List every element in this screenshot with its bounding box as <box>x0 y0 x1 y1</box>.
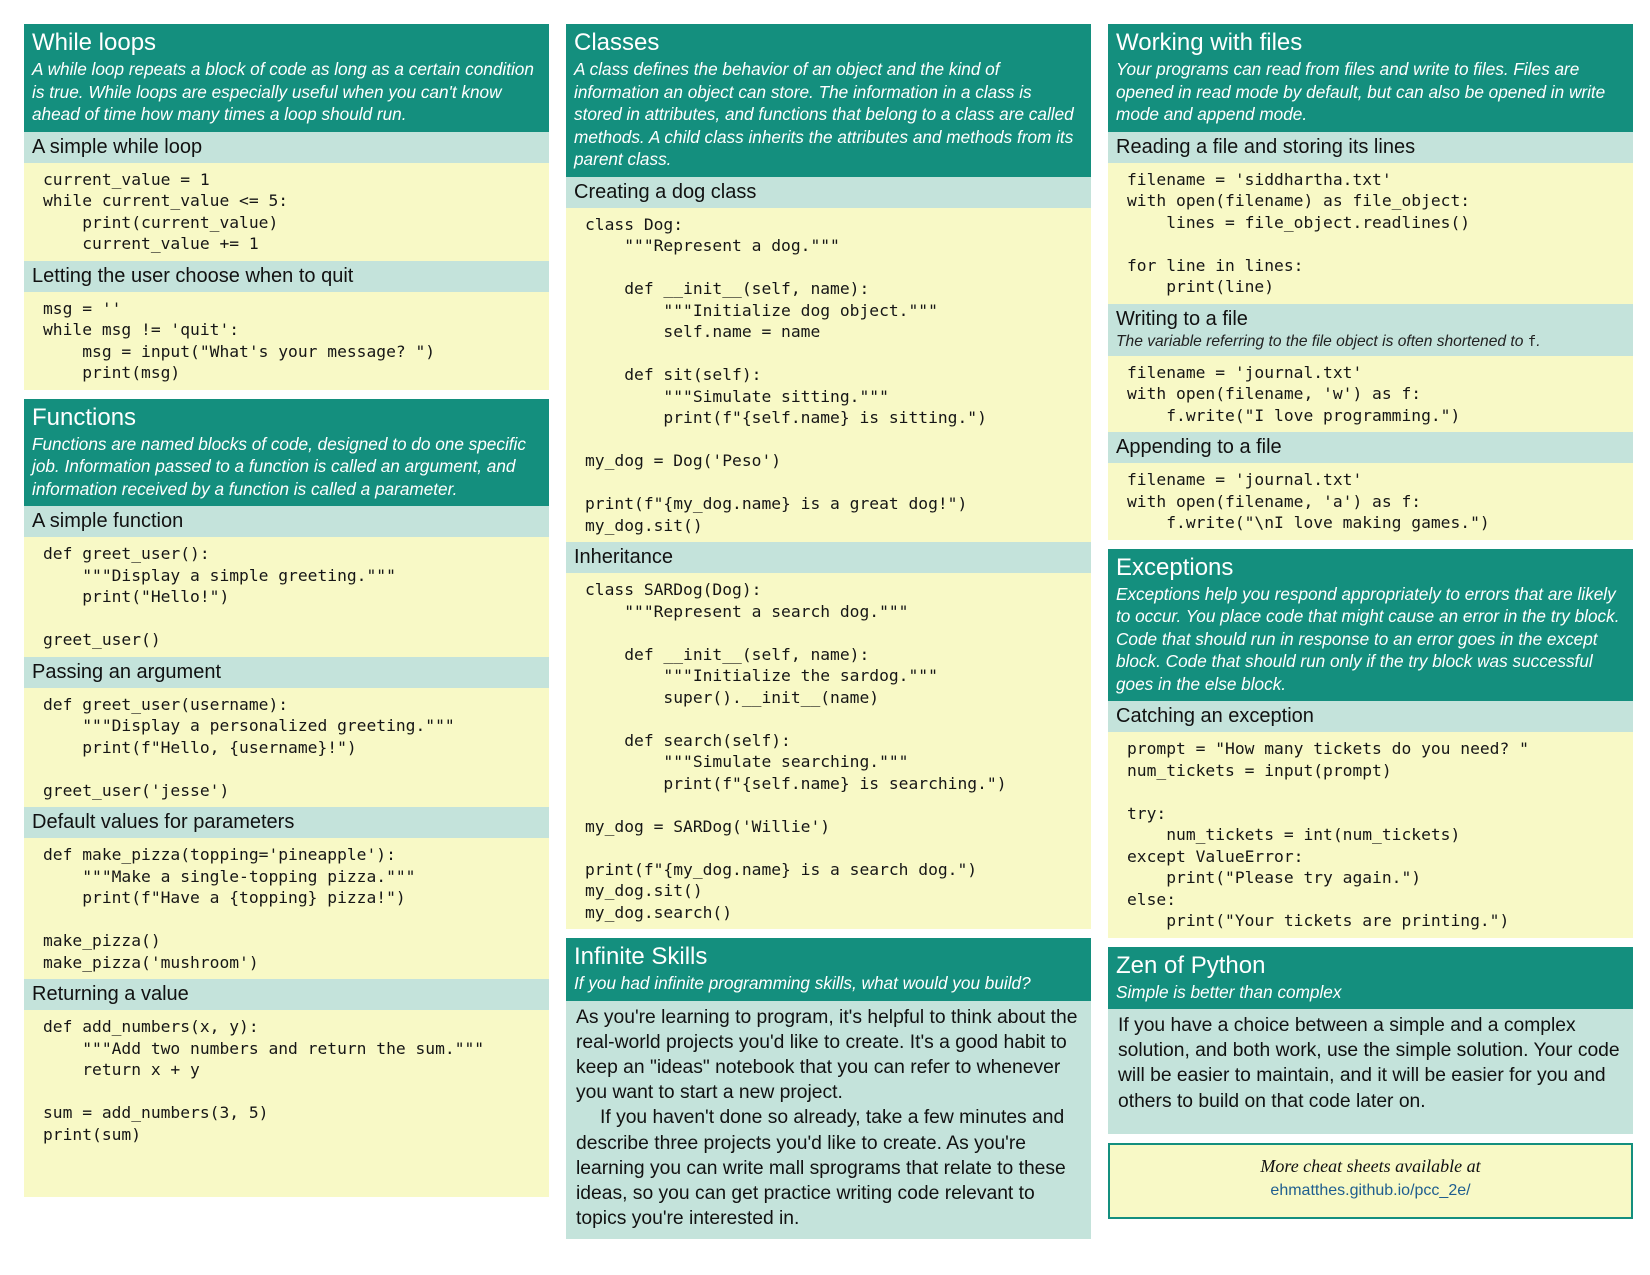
functions-header <box>24 399 549 507</box>
files-card <box>1108 24 1633 540</box>
writing-file-note-code: f <box>1527 333 1537 350</box>
column-left <box>24 24 549 1206</box>
classes-description: A class defines the behavior of an object and the kind of information an object can store. The information in a class is stored in attributes, and functions that belong to a class are called methods. A child class inherits the attributes and methods from its parent class. <box>574 59 1074 169</box>
exceptions-title: Exceptions <box>1116 553 1234 581</box>
classes-card <box>566 24 1091 929</box>
subsection-header <box>1108 304 1633 356</box>
exceptions-header <box>1108 549 1633 702</box>
infinite-skills-title: Infinite Skills <box>574 943 708 970</box>
subsection-header <box>24 657 549 688</box>
writing-file-note-end: . <box>1536 332 1541 350</box>
exceptions-description: Exceptions help you respond appropriately to errors that are likely to occur. You place code that might cause an error in the try block. Code that should run in response to an error goes in the except block. Code that should run only if the try block was successful goes in the else block. <box>1116 583 1620 694</box>
while-loops-description: A while loop repeats a block of code as long as a certain condition is true. While loops are especially useful when you can't know ahead of time how many times a loop should run. <box>32 59 534 124</box>
catching-exception-title: Catching an exception <box>1116 705 1314 727</box>
appending-file-code: filename = 'journal.txt' with open(filename, 'a') as f: f.write("\nI love making games.") <box>1108 463 1633 540</box>
writing-file-code: filename = 'journal.txt' with open(filename, 'w') as f: f.write("I love programming.") <box>1108 356 1633 433</box>
writing-file-note <box>1116 332 1625 352</box>
functions-description: Functions are named blocks of code, designed to do one specific job. Information passed to a function is called an argument, and information received by a function is called a parameter. <box>32 433 526 499</box>
infinite-skills-description: If you had infinite programming skills, what would you build? <box>574 973 1031 993</box>
zen-paragraph: If you have a choice between a simple and a complex solution, and both work, use the simple solution. Your code will be easier to maintain, and it will be easier for you and others to build on that code later on. <box>1118 1015 1620 1112</box>
while-loops-card <box>24 24 549 390</box>
column-right <box>1108 24 1633 1219</box>
files-title: Working with files <box>1116 29 1303 56</box>
infinite-skills-body <box>566 1001 1091 1240</box>
inheritance-title: Inheritance <box>574 546 673 568</box>
catching-exception-code: prompt = "How many tickets do you need? " num_tickets = input(prompt) try: num_tickets = int(num_tickets) except ValueError: print("Please try again.") else: print("Your tickets are printing.") <box>1108 732 1633 938</box>
footer-link[interactable]: ehmatthes.github.io/pcc_2e/ <box>1270 1182 1471 1199</box>
dog-class-code: class Dog: """Represent a dog.""" def __init__(self, name): """Initialize dog object.""" self.name = name def sit(self): """Simulate sitting.""" print(f"{self.name} is sitting.") my_dog = Dog('Peso') print(f"{my_dog.name} is a great dog!") my_dog.sit() <box>566 208 1091 543</box>
appending-file-title: Appending to a file <box>1116 436 1282 458</box>
dog-class-title: Creating a dog class <box>574 180 757 203</box>
subsection-header <box>24 132 549 163</box>
inheritance-code: class SARDog(Dog): """Represent a search dog.""" def __init__(self, name): """Initialize the sardog.""" super().__init__(name) def search(self): """Simulate searching.""" print(f"{self.name} is searching.") my_dog = SARDog('Willie') print(f"{my_dog.name} is a search dog.") my_dog.sit() my_dog.search() <box>566 573 1091 929</box>
infinite-skills-paragraph-2: If you haven't done so already, take a few minutes and describe three projects you'd like to create. As you're learning you can write mall sprograms that relate to these ideas, so you can get practice writing code relevant to topics you're interested in. <box>576 1107 1066 1230</box>
zen-card <box>1108 947 1633 1135</box>
subsection-header <box>24 807 549 838</box>
classes-header <box>566 24 1091 177</box>
writing-file-note-text: The variable referring to the file object is often shortened to <box>1116 332 1524 350</box>
simple-while-loop-code: current_value = 1 while current_value <= 5: print(current_value) current_value += 1 <box>24 163 549 261</box>
subsection-header <box>24 261 549 292</box>
classes-title: Classes <box>574 29 660 56</box>
zen-description: Simple is better than complex <box>1116 981 1342 1002</box>
simple-function-code: def greet_user(): """Display a simple greeting.""" print("Hello!") greet_user() <box>24 537 549 657</box>
passing-argument-title: Passing an argument <box>32 660 222 683</box>
infinite-skills-header <box>566 938 1091 1001</box>
footer-text: More cheat sheets available at <box>1260 1156 1481 1176</box>
reading-file-title: Reading a file and storing its lines <box>1116 135 1416 158</box>
simple-while-loop-title: A simple while loop <box>32 135 203 158</box>
passing-argument-code: def greet_user(username): """Display a personalized greeting.""" print(f"Hello, {username}!") greet_user('jesse') <box>24 688 549 808</box>
infinite-skills-paragraph-1: As you're learning to program, it's helpful to think about the real-world projects you'd like to create. It's a good habit to keep an "ideas" notebook that you can refer to whenever you want to start a new project. <box>576 1006 1078 1104</box>
simple-function-title: A simple function <box>32 510 184 532</box>
subsection-header <box>1108 132 1633 163</box>
files-header <box>1108 24 1633 132</box>
subsection-header <box>1108 432 1633 463</box>
exceptions-card <box>1108 549 1633 938</box>
writing-file-title: Writing to a file <box>1116 307 1248 330</box>
subsection-header <box>1108 701 1633 732</box>
footer-box <box>1108 1143 1633 1219</box>
subsection-header <box>566 542 1091 573</box>
files-description: Your programs can read from files and write to files. Files are opened in read mode by default, but can also be opened in write mode and append mode. <box>1116 59 1606 124</box>
subsection-header <box>24 506 549 537</box>
user-quit-title: Letting the user choose when to quit <box>32 264 354 287</box>
subsection-header <box>24 979 549 1010</box>
default-values-code: def make_pizza(topping='pineapple'): """Make a single-topping pizza.""" print(f"Have a {topping} pizza!") make_pizza() make_pizza('mushroom') <box>24 838 549 979</box>
reading-file-code: filename = 'siddhartha.txt' with open(filename) as file_object: lines = file_object.readlines() for line in lines: print(line) <box>1108 163 1633 304</box>
functions-card <box>24 399 549 1198</box>
infinite-skills-card <box>566 938 1091 1239</box>
zen-header <box>1108 947 1633 1010</box>
returning-value-code: def add_numbers(x, y): """Add two numbers and return the sum.""" return x + y sum = add_numbers(3, 5) print(sum) <box>24 1010 549 1197</box>
zen-title: Zen of Python <box>1116 951 1266 979</box>
while-loops-title: While loops <box>32 29 157 56</box>
subsection-header <box>566 177 1091 208</box>
user-quit-code: msg = '' while msg != 'quit': msg = input("What's your message? ") print(msg) <box>24 292 549 390</box>
default-values-title: Default values for parameters <box>32 811 295 833</box>
functions-title: Functions <box>32 403 137 431</box>
returning-value-title: Returning a value <box>32 983 189 1005</box>
column-middle <box>566 24 1091 1248</box>
while-loops-header <box>24 24 549 132</box>
zen-body <box>1108 1009 1633 1134</box>
